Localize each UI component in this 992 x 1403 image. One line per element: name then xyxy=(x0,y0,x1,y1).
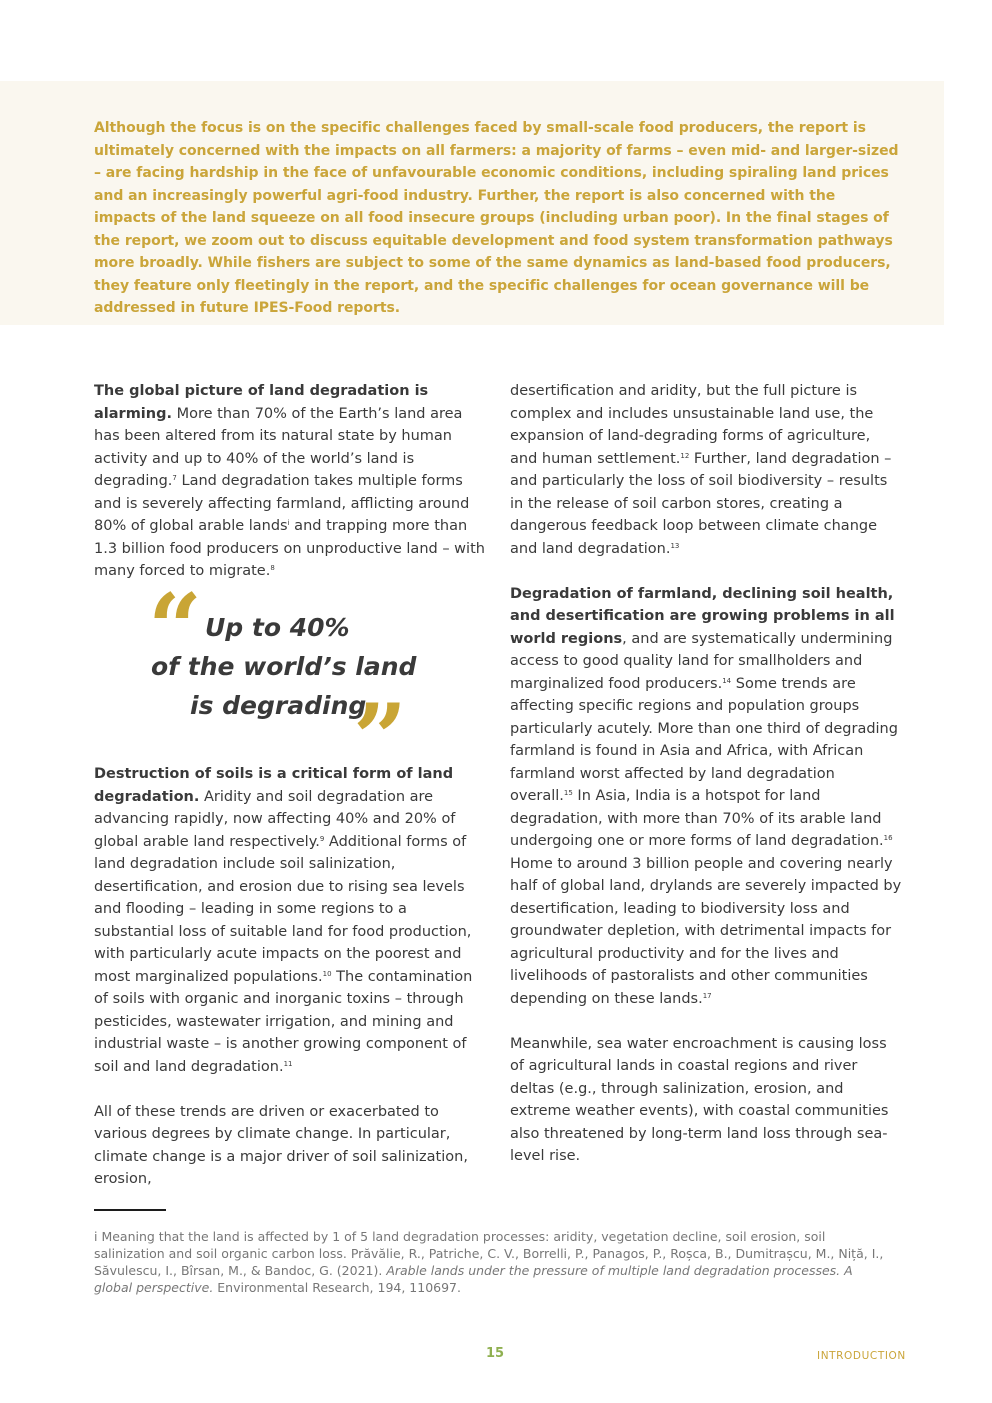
pull-quote-line-1: Up to 40% xyxy=(205,613,350,642)
footnote-title: Arable lands under the pressure of multiple land degradation processes. A global perspective. xyxy=(94,1263,853,1295)
endnote-ref: 17 xyxy=(702,991,712,1000)
lead-sentence: Degradation of farmland, declining soil health, and desertification are growing problems in all world regions xyxy=(510,585,895,647)
lead-sentence: The global picture of land degradation is alarming. xyxy=(94,383,429,422)
paragraph-destruction-of-soils: Destruction of soils is a critical form of land degradation. Aridity and soil degradation are advancing rapidly, now affecting 40% and 20% of global arable land respectively.$^9$ Additional forms of land degradation include soil salinization, desertification, and erosion due to rising sea levels and flooding – leading in some regions to a substantial loss of suitable land for food production, with particularly acute impacts on the poorest and most marginalized populations.$^{10}$ The contamination of soils with organic and inorganic toxins – through pesticides, wastewater irrigation, and mining and industrial waste – is another growing component of soil and land degradation.$^{11}$ xyxy=(94,766,473,1075)
endnote-ref: 11 xyxy=(283,1059,293,1068)
paragraph-climate-change: All of these trends are driven or exacerbated to various degrees by climate change. In particular, climate change is a major driver of soil salinization, erosion, xyxy=(94,1103,468,1187)
right-column xyxy=(510,380,902,1168)
open-quote-mark-icon: “ xyxy=(148,574,203,684)
endnote-ref: 12 xyxy=(680,451,690,460)
paragraph-global-picture: The global picture of land degradation is alarming. More than 70% of the Earth’s land area has been altered from its natural state by human activity and up to 40% of the world’s land is degrading.$^7$ Land degradation takes multiple forms and is severely affecting farmland, afflicting around 80% of global arable lands$^i$ and trapping more than 1.3 billion food producers on unproductive land – with many forced to migrate.$^8$ xyxy=(94,383,485,579)
intro-callout-box xyxy=(0,81,944,325)
close-quote-mark-icon: ” xyxy=(353,684,408,794)
page-number: 15 xyxy=(486,1346,505,1361)
pull-quote-line-3: is degrading xyxy=(190,691,367,720)
footnote-divider xyxy=(94,1209,166,1211)
endnote-ref: 14 xyxy=(722,676,732,685)
endnote-ref: 10 xyxy=(322,969,332,978)
section-label: INTRODUCTION xyxy=(817,1350,906,1362)
left-column-lower xyxy=(94,763,486,1191)
paragraph-farmland-degradation: Degradation of farmland, declining soil health, and desertification are growing problems in all world regions, and are systematically undermining access to good quality land for smallholders and marginalized food producers.$^{14}$ Some trends are affecting specific regions and population groups particularly acutely. More than one third of degrading farmland is found in Asia and Africa, with African farmland worst affected by land degradation overall.$^{15}$ In Asia, India is a hotspot for land degradation, with more than 70% of its arable land undergoing one or more forms of land degradation.$^{16}$ Home to around 3 billion people and covering nearly half of global land, drylands are severely impacted by desertification, leading to biodiversity loss and groundwater depletion, with detrimental impacts for agricultural productivity and for the lives and livelihoods of pastoralists and other communities depending on these lands.$^{17}$ xyxy=(510,585,902,1007)
paragraph-desertification: desertification and aridity, but the full picture is complex and includes unsustainable land use, the expansion of land-degrading forms of agriculture, and human settlement.$^{12}$ Further, land degradation – and particularly the loss of soil biodiversity – results in the release of soil carbon stores, creating a dangerous feedback loop between climate change and land degradation.$^{13}$ xyxy=(510,383,892,557)
endnote-ref: 8 xyxy=(270,564,275,572)
endnote-ref: 13 xyxy=(670,541,680,550)
lead-sentence: Destruction of soils is a critical form of land degradation. xyxy=(94,766,454,805)
pull-quote-line-2: of the world’s land xyxy=(151,652,417,681)
endnote-ref: 9 xyxy=(319,834,325,843)
endnote-ref: 15 xyxy=(563,789,573,797)
intro-callout-text: Although the focus is on the specific challenges faced by small-scale food producers, the report is ultimately concerned with the impacts on all farmers: a majority of farms – even mid- and larger-sized – are facing hardship in the face of unfavourable economic conditions, including spiraling land prices and an increasingly powerful agri-food industry. Further, the report is also concerned with the impacts of the land squeeze on all food insecure groups (including urban poor). In the final stages of the report, we zoom out to discuss equitable development and food system transformation pathways more broadly. While fishers are subject to some of the same dynamics as land-based food producers, they feature only fleetingly in the report, and the specific challenges for ocean governance will be addressed in future IPES-Food reports. xyxy=(94,120,899,316)
left-column xyxy=(94,380,486,583)
paragraph-sea-water: Meanwhile, sea water encroachment is causing loss of agricultural lands in coastal regions and river deltas (e.g., through salinization, erosion, and extreme weather events), with coastal communities also threatened by long-term land loss through sea-level rise. xyxy=(510,1035,889,1164)
endnote-ref: 7 xyxy=(172,474,177,482)
endnote-ref: 16 xyxy=(883,834,893,842)
footnote-ref: i xyxy=(287,519,290,527)
footnote: i Meaning that the land is affected by 1 of 5 land degradation processes: aridity, vegetation decline, soil erosion, soil salinization and soil organic carbon loss. Prăvălie, R., Patriche, C. V., Borrelli, P., Panagos, P., Roșca, B., Dumitrașcu, M., Niță, I., Săvulescu, I., Bîrsan, M., & Bandoc, G. (2021). Arable lands under the pressure of multiple land degradation processes. A global perspective. Environmental Research, 194, 110697. xyxy=(94,1229,884,1295)
